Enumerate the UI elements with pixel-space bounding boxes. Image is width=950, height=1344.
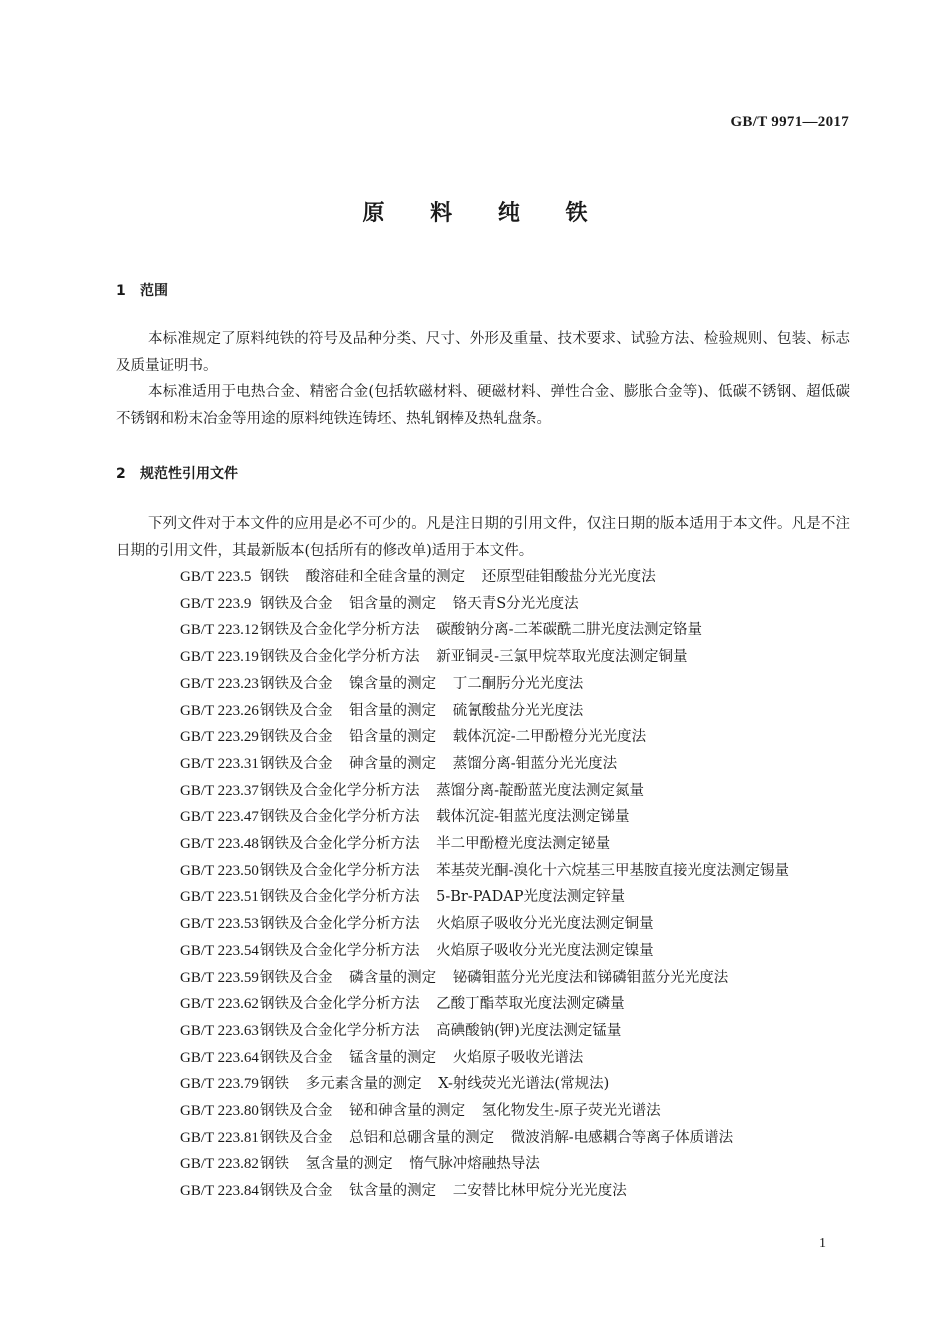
section-1-heading — [116, 280, 168, 300]
reference-code: GB/T 223.50 — [180, 862, 259, 879]
reference-code: GB/T 223.47 — [180, 809, 259, 826]
reference-item — [116, 911, 850, 938]
reference-title: 钢铁及合金化学分析方法 苯基荧光酮-溴化十六烷基三甲基胺直接光度法测定锡量 — [260, 862, 790, 879]
reference-item — [116, 1045, 850, 1072]
reference-title: 钢铁及合金 铝含量的测定 铬天青S分光光度法 — [260, 595, 579, 612]
reference-item — [116, 938, 850, 965]
page-number: 1 — [819, 1236, 826, 1251]
reference-title: 钢铁 氢含量的测定 惰气脉冲熔融热导法 — [260, 1156, 540, 1173]
reference-item — [116, 671, 850, 698]
reference-item — [116, 1071, 850, 1098]
reference-item — [116, 644, 850, 671]
reference-item — [116, 751, 850, 778]
reference-title: 钢铁及合金 磷含量的测定 铋磷钼蓝分光光度法和锑磷钼蓝分光光度法 — [260, 969, 729, 986]
reference-item — [116, 1151, 850, 1178]
section-number: 1 — [116, 283, 126, 299]
reference-item — [116, 1098, 850, 1125]
standard-code: GB/T 9971—2017 — [730, 114, 849, 130]
reference-item — [116, 965, 850, 992]
reference-title: 钢铁及合金化学分析方法 乙酸丁酯萃取光度法测定磷量 — [260, 996, 625, 1013]
reference-title: 钢铁及合金化学分析方法 火焰原子吸收分光光度法测定铜量 — [260, 916, 654, 933]
reference-code: GB/T 223.81 — [180, 1129, 259, 1146]
reference-title: 钢铁及合金化学分析方法 5-Br-PADAP光度法测定锌量 — [260, 889, 625, 906]
section-2-heading — [116, 463, 238, 483]
reference-item — [116, 591, 850, 618]
reference-code: GB/T 223.12 — [180, 622, 259, 639]
section-title: 范围 — [140, 283, 168, 299]
reference-code: GB/T 223.79 — [180, 1076, 259, 1093]
scope-paragraph-2: 本标准适用于电热合金、精密合金(包括软磁材料、硬磁材料、弹性合金、膨胀合金等)、低碳不锈钢、超低碳不锈钢和粉末冶金等用途的原料纯铁连铸坯、热轧钢棒及热轧盘条。 — [116, 384, 850, 427]
reference-item — [116, 858, 850, 885]
reference-code: GB/T 223.84 — [180, 1183, 259, 1200]
reference-list — [116, 564, 850, 1205]
reference-title: 钢铁及合金化学分析方法 蒸馏分离-靛酚蓝光度法测定氮量 — [260, 782, 645, 799]
reference-item — [116, 884, 850, 911]
reference-code: GB/T 223.53 — [180, 916, 259, 933]
reference-title: 钢铁及合金 总铝和总硼含量的测定 微波消解-电感耦合等离子体质谱法 — [260, 1129, 734, 1146]
reference-item — [116, 1178, 850, 1205]
reference-title: 钢铁及合金 锰含量的测定 火焰原子吸收光谱法 — [260, 1049, 584, 1066]
reference-item — [116, 831, 850, 858]
reference-code: GB/T 223.51 — [180, 889, 259, 906]
reference-title: 钢铁 酸溶硅和全硅含量的测定 还原型硅钼酸盐分光光度法 — [260, 569, 656, 585]
reference-code: GB/T 223.26 — [180, 702, 259, 719]
reference-item — [116, 698, 850, 725]
reference-item — [116, 724, 850, 751]
reference-code: GB/T 223.54 — [180, 942, 259, 959]
reference-title: 钢铁及合金化学分析方法 半二甲酚橙光度法测定铋量 — [260, 836, 611, 853]
reference-title: 钢铁及合金化学分析方法 载体沉淀-钼蓝光度法测定锑量 — [260, 809, 630, 826]
references-intro-paragraph: 下列文件对于本文件的应用是必不可少的。凡是注日期的引用文件，仅注日期的版本适用于本文件。凡是不注日期的引用文件，其最新版本(包括所有的修改单)适用于本文件。 — [116, 516, 850, 559]
section-title: 规范性引用文件 — [140, 466, 238, 482]
reference-title: 钢铁及合金 铋和砷含量的测定 氢化物发生-原子荧光光谱法 — [260, 1103, 661, 1120]
reference-item — [116, 778, 850, 805]
section-number: 2 — [116, 466, 126, 482]
document-title: 原 料 纯 铁 — [362, 201, 607, 226]
reference-code: GB/T 223.80 — [180, 1103, 259, 1120]
reference-code: GB/T 223.29 — [180, 729, 259, 746]
reference-code: GB/T 223.37 — [180, 782, 259, 799]
reference-title: 钢铁及合金 钼含量的测定 硫氰酸盐分光光度法 — [260, 702, 584, 719]
reference-code: GB/T 223.64 — [180, 1049, 259, 1066]
reference-title: 钢铁及合金化学分析方法 碳酸钠分离-二苯碳酰二肼光度法测定铬量 — [260, 622, 703, 639]
reference-code: GB/T 223.31 — [180, 755, 259, 772]
reference-title: 钢铁及合金化学分析方法 火焰原子吸收分光光度法测定镍量 — [260, 942, 654, 959]
scope-paragraph-1: 本标准规定了原料纯铁的符号及品种分类、尺寸、外形及重量、技术要求、试验方法、检验规则、包装、标志及质量证明书。 — [116, 331, 850, 374]
reference-code: GB/T 223.62 — [180, 996, 259, 1013]
reference-title: 钢铁及合金 铅含量的测定 载体沉淀-二甲酚橙分光光度法 — [260, 729, 647, 746]
reference-item — [116, 1018, 850, 1045]
reference-code: GB/T 223.5 — [180, 569, 252, 585]
reference-title: 钢铁及合金 钛含量的测定 二安替比林甲烷分光光度法 — [260, 1183, 627, 1200]
reference-item — [116, 564, 850, 591]
reference-item — [116, 804, 850, 831]
reference-code: GB/T 223.9 — [180, 595, 252, 612]
reference-item — [116, 991, 850, 1018]
reference-code: GB/T 223.19 — [180, 649, 259, 666]
reference-code: GB/T 223.48 — [180, 836, 259, 853]
reference-title: 钢铁及合金化学分析方法 新亚铜灵-三氯甲烷萃取光度法测定铜量 — [260, 649, 688, 666]
reference-item — [116, 617, 850, 644]
reference-title: 钢铁及合金化学分析方法 高碘酸钠(钾)光度法测定锰量 — [260, 1022, 622, 1039]
reference-item — [116, 1125, 850, 1152]
reference-title: 钢铁 多元素含量的测定 X-射线荧光光谱法(常规法) — [260, 1076, 610, 1093]
reference-code: GB/T 223.23 — [180, 675, 259, 692]
reference-title: 钢铁及合金 镍含量的测定 丁二酮肟分光光度法 — [260, 675, 584, 692]
reference-title: 钢铁及合金 砷含量的测定 蒸馏分离-钼蓝分光光度法 — [260, 755, 618, 772]
reference-code: GB/T 223.59 — [180, 969, 259, 986]
reference-code: GB/T 223.63 — [180, 1022, 259, 1039]
reference-code: GB/T 223.82 — [180, 1156, 259, 1173]
